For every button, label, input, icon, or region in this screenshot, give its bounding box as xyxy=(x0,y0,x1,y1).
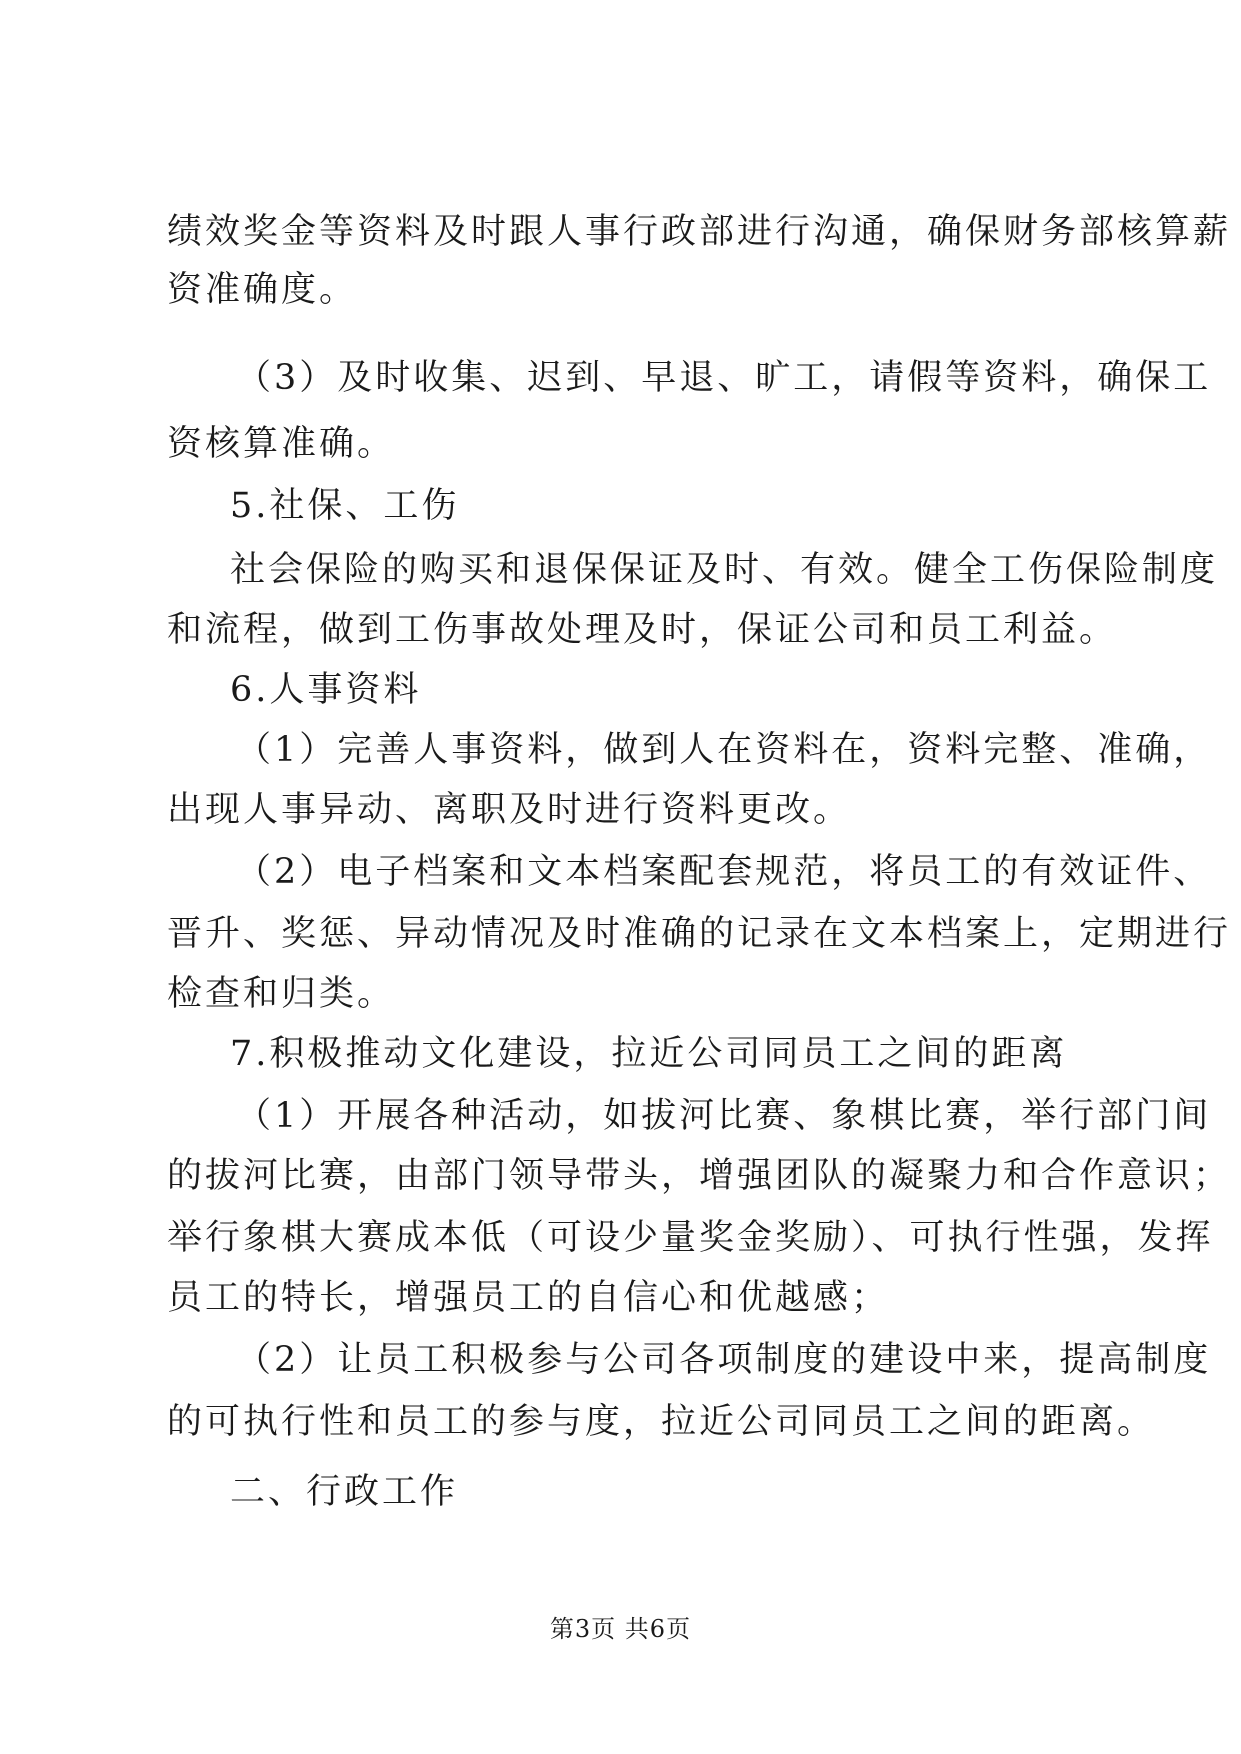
section-heading: 7.积极推动文化建设，拉近公司同员工之间的距离 xyxy=(230,1034,1068,1074)
paragraph-line: （1）完善人事资料，做到人在资料在，资料完整、准确， xyxy=(236,730,1212,770)
paragraph-line: 检查和归类。 xyxy=(167,974,396,1014)
paragraph-line: 社会保险的购买和退保保证及时、有效。健全工伤保险制度 xyxy=(230,550,1219,590)
paragraph-line: 晋升、奖惩、异动情况及时准确的记录在文本档案上，定期进行 xyxy=(167,914,1232,954)
section-heading: 二、行政工作 xyxy=(230,1472,459,1512)
section-heading: 5.社保、工伤 xyxy=(230,486,460,526)
paragraph-line: 资核算准确。 xyxy=(167,424,396,464)
page-number-footer: 第3页 共6页 xyxy=(549,1615,692,1643)
paragraph-line: 举行象棋大赛成本低（可设少量奖金奖励）、可执行性强，发挥 xyxy=(167,1218,1214,1258)
paragraph-line: （1）开展各种活动，如拔河比赛、象棋比赛，举行部门间 xyxy=(236,1096,1212,1136)
paragraph-line: 出现人事异动、离职及时进行资料更改。 xyxy=(167,790,852,830)
paragraph-line: 和流程，做到工伤事故处理及时，保证公司和员工利益。 xyxy=(167,610,1118,650)
section-heading: 6.人事资料 xyxy=(230,670,422,710)
paragraph-line: 的可执行性和员工的参与度，拉近公司同员工之间的距离。 xyxy=(167,1402,1156,1442)
paragraph-line: 绩效奖金等资料及时跟人事行政部进行沟通，确保财务部核算薪 xyxy=(167,212,1232,252)
paragraph-line: （2）让员工积极参与公司各项制度的建设中来，提高制度 xyxy=(236,1340,1212,1380)
paragraph-line: 员工的特长，增强员工的自信心和优越感； xyxy=(167,1278,890,1318)
paragraph-line: （3）及时收集、迟到、早退、旷工，请假等资料，确保工 xyxy=(236,358,1212,398)
paragraph-line: 资准确度。 xyxy=(167,270,358,310)
paragraph-line: 的拔河比赛，由部门领导带头，增强团队的凝聚力和合作意识； xyxy=(167,1156,1232,1196)
paragraph-line: （2）电子档案和文本档案配套规范，将员工的有效证件、 xyxy=(236,852,1212,892)
